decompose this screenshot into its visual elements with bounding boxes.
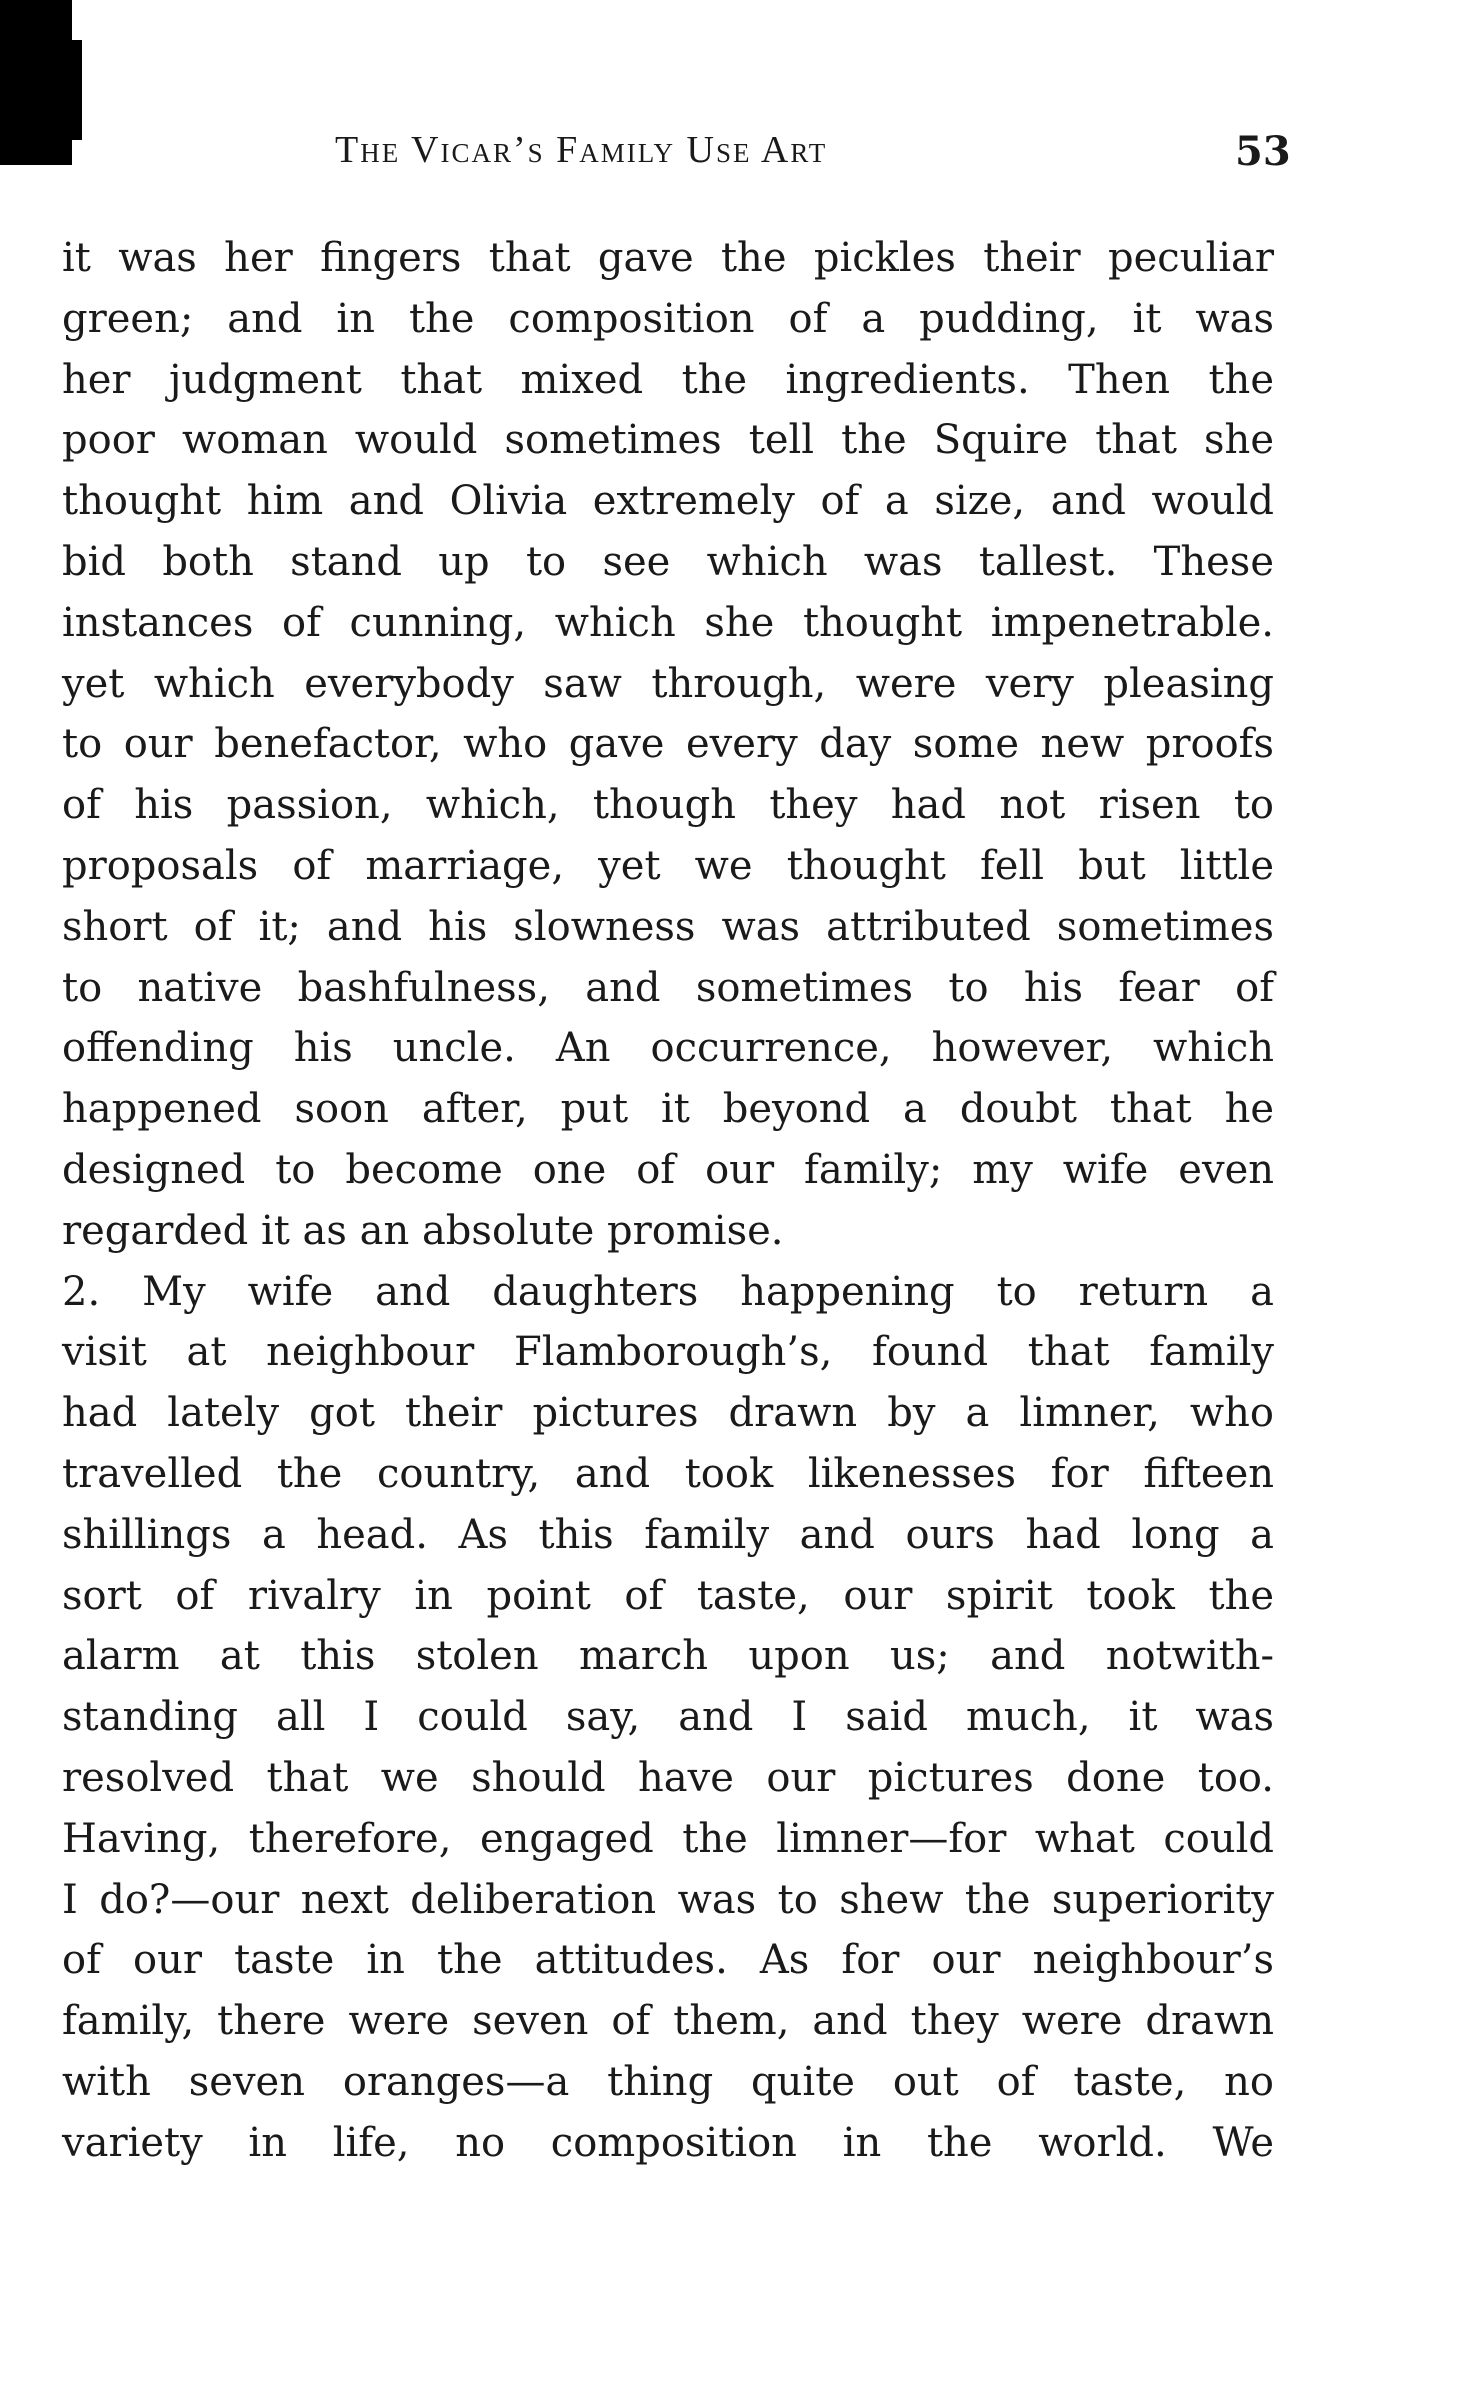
text-line: bid both stand up to see which was tallest. These — [62, 538, 1274, 585]
text-line: it was her fingers that gave the pickles their peculiar — [62, 235, 1274, 281]
binding-mark — [0, 0, 72, 165]
text-line: of our taste in the attitudes. As for our neighbour’s — [62, 1937, 1274, 1984]
text-line: travelled the country, and took likenesses for fifteen — [62, 1450, 1274, 1497]
text-line: 2. My wife and daughters happening to return a — [62, 1268, 1274, 1315]
text-line: thought him and Olivia extremely of a size, and would — [62, 478, 1274, 525]
text-line: I do?—our next deliberation was to shew the superiority — [62, 1876, 1274, 1923]
text-line: resolved that we should have our pictures done too. — [62, 1754, 1274, 1801]
text-line: with seven oranges—a thing quite out of taste, no — [62, 2058, 1274, 2105]
text-line: shillings a head. As this family and ours had long a — [62, 1511, 1274, 1558]
body-text — [62, 228, 1274, 2174]
running-head: The Vicar’s Family Use Art — [335, 129, 828, 171]
text-line: proposals of marriage, yet we thought fell but little — [62, 842, 1274, 889]
text-line: happened soon after, put it beyond a doubt that he — [62, 1086, 1274, 1133]
text-line: had lately got their pictures drawn by a limner, who — [62, 1390, 1274, 1437]
text-line: family, there were seven of them, and they were drawn — [62, 1998, 1274, 2045]
text-line: standing all I could say, and I said much, it was — [62, 1694, 1274, 1741]
text-line: offending his uncle. An occurrence, however, which — [62, 1025, 1274, 1072]
text-line: green; and in the composition of a pudding, it was — [62, 295, 1274, 342]
text-line: of his passion, which, though they had not risen to — [62, 782, 1274, 829]
text-line: variety in life, no composition in the world. We — [62, 2119, 1274, 2166]
text-line: poor woman would sometimes tell the Squire that she — [62, 417, 1274, 464]
text-line: her judgment that mixed the ingredients. Then the — [62, 356, 1274, 403]
text-line: to our benefactor, who gave every day some new proofs — [62, 721, 1274, 768]
text-line: visit at neighbour Flamborough’s, found that family — [62, 1329, 1274, 1376]
text-line: instances of cunning, which she thought impenetrable. — [62, 599, 1274, 646]
page-number: 53 — [1235, 128, 1291, 175]
text-line: regarded it as an absolute promise. — [62, 1207, 784, 1254]
text-line: yet which everybody saw through, were very pleasing — [62, 660, 1274, 707]
text-line: sort of rivalry in point of taste, our spirit took the — [62, 1572, 1274, 1619]
text-line: to native bashfulness, and sometimes to his fear of — [62, 964, 1274, 1011]
text-line: Having, therefore, engaged the limner—for what could — [62, 1815, 1274, 1862]
text-line: designed to become one of our family; my wife even — [62, 1146, 1274, 1193]
text-line: alarm at this stolen march upon us; and notwith- — [62, 1633, 1274, 1680]
text-line: short of it; and his slowness was attributed sometimes — [62, 903, 1274, 950]
